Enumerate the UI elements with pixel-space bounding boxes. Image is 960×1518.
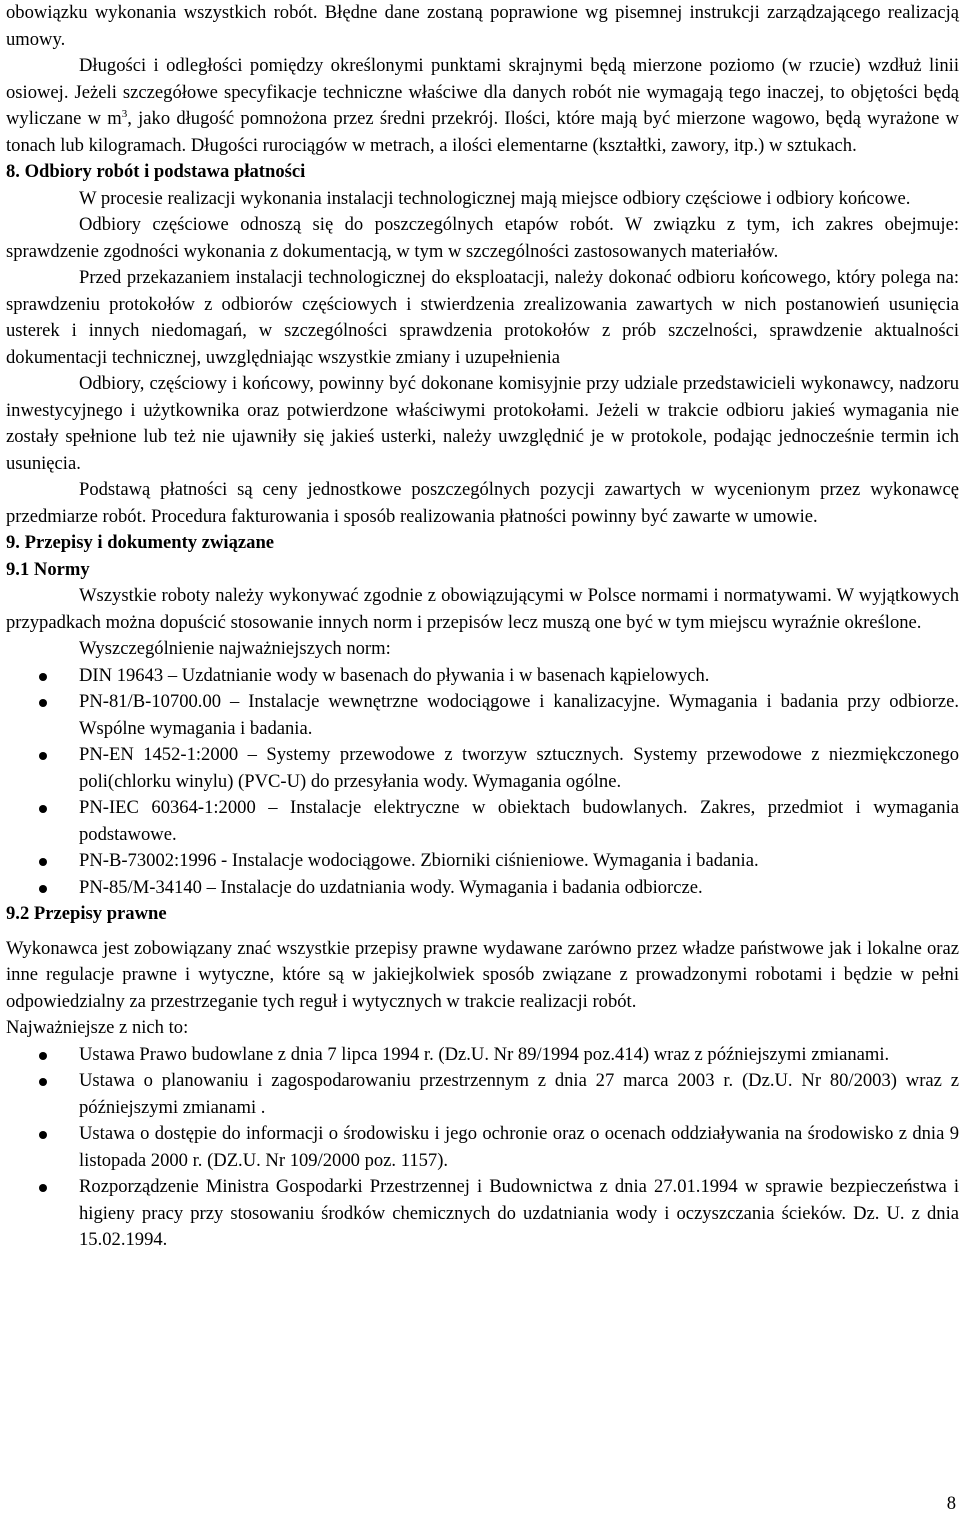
list-item: PN-B-73002:1996 - Instalacje wodociągowe. Zbiorniki ciśnieniowe. Wymagania i badania. bbox=[6, 848, 959, 875]
bullet-icon bbox=[39, 673, 47, 681]
bullet-icon bbox=[39, 1184, 47, 1192]
list-item: Ustawa Prawo budowlane z dnia 7 lipca 1994 r. (Dz.U. Nr 89/1994 poz.414) wraz z późniejszymi zmianami. bbox=[6, 1042, 959, 1069]
norms-list-intro: Wyszczególnienie najważniejszych norm: bbox=[79, 638, 391, 659]
list-item: PN-EN 1452-1:2000 – Systemy przewodowe z tworzyw sztucznych. Systemy przewodowe z niezmiękczonego poli(chlorku winylu) (PVC-U) do przesyłania wody. Wymagania ogólne. bbox=[6, 742, 959, 795]
list-item: DIN 19643 – Uzdatnianie wody w basenach do pływania i w basenach kąpielowych. bbox=[6, 663, 959, 690]
regulations-list-intro: Najważniejsze z nich to: bbox=[6, 1017, 189, 1038]
list-item: Rozporządzenie Ministra Gospodarki Przestrzennej i Budownictwa z dnia 27.01.1994 w sprawie bezpieczeństwa i higieny pracy przy stosowaniu środków chemicznych do uzdatniania wody i oczyszczania ścieków. Dz. U. z dnia 15.02.1994. bbox=[6, 1174, 959, 1254]
document-page bbox=[6, 0, 959, 1254]
section-9-1-heading: 9.1 Normy bbox=[6, 558, 90, 580]
section-8-paragraph: Odbiory, częściowy i końcowy, powinny być dokonane komisyjnie przy udziale przedstawicieli wykonawcy, nadzoru inwestycyjnego i użytkownika oraz potwierdzone właściwymi protokołami. Jeżeli w trakcie odbioru jakieś wymagania nie zostały spełnione lub też nie ujawniły się jakieś usterki, należy uwzględnić je w protokole, podając jednocześnie termin ich usunięcia. bbox=[6, 373, 959, 474]
section-8-paragraph: W procesie realizacji wykonania instalacji technologicznej mają miejsce odbiory częściowe i odbiory końcowe. bbox=[79, 187, 911, 209]
norms-list bbox=[6, 663, 959, 902]
list-item: PN-IEC 60364-1:2000 – Instalacje elektryczne w obiektach budowlanych. Zakres, przedmiot i wymagania podstawowe. bbox=[6, 795, 959, 848]
bullet-icon bbox=[39, 1052, 47, 1060]
list-item: PN-81/B-10700.00 – Instalacje wewnętrzne wodociągowe i kanalizacyjne. Wymagania i badania przy odbiorze. Wspólne wymagania i badania. bbox=[6, 689, 959, 742]
list-item: Ustawa o planowaniu i zagospodarowaniu przestrzennym z dnia 27 marca 2003 r. (Dz.U. Nr 80/2003) wraz z późniejszymi zmianami . bbox=[6, 1068, 959, 1121]
bullet-icon bbox=[39, 1078, 47, 1086]
intro-paragraph-1: obowiązku wykonania wszystkich robót. Błędne dane zostaną poprawione wg pisemnej instrukcji zarządzającego realizacją umowy. bbox=[6, 2, 959, 50]
page-number: 8 bbox=[946, 1493, 956, 1514]
bullet-icon bbox=[39, 752, 47, 760]
list-item: Ustawa o dostępie do informacji o środowisku i jego ochronie oraz o ocenach oddziaływania na środowisko z dnia 9 listopada 2000 r. (DZ.U. Nr 109/2000 poz. 1157). bbox=[6, 1121, 959, 1174]
regulations-paragraph: Wykonawca jest zobowiązany znać wszystkie przepisy prawne wydawane zarówno przez władze państwowe jak i lokalne oraz inne regulacje prawne i wytyczne, które są w jakiejkolwiek sposób związane z prowadzonymi robotami i będzie w pełni odpowiedzialny za przestrzeganie tych reguł i wytycznych w trakcie realizacji robót. bbox=[6, 937, 959, 1012]
norms-paragraph: Wszystkie roboty należy wykonywać zgodnie z obowiązującymi w Polsce normami i normatywami. W wyjątkowych przypadkach można dopuścić stosowanie innych norm i przepisów lecz muszą one być w tym miejscu wyraźnie określone. bbox=[6, 585, 959, 633]
bullet-icon bbox=[39, 1131, 47, 1139]
bullet-icon bbox=[39, 805, 47, 813]
section-8-paragraph: Przed przekazaniem instalacji technologicznej do eksploatacji, należy dokonać odbioru końcowego, który polega na: sprawdzeniu protokołów z odbiorów częściowych i stwierdzenia zrealizowania zawartych w nich postanowień usunięcia usterek i innych niedomagań, w szczególności sprawdzenia protokołów z prób szczelności, sprawdzenie aktualności dokumentacji technicznej, uwzględniając wszystkie zmiany i uzupełnienia bbox=[6, 267, 959, 368]
bullet-icon bbox=[39, 858, 47, 866]
bullet-icon bbox=[39, 885, 47, 893]
list-item: PN-85/M-34140 – Instalacje do uzdatniania wody. Wymagania i badania odbiorcze. bbox=[6, 875, 959, 902]
section-9-2-heading: 9.2 Przepisy prawne bbox=[6, 903, 167, 924]
section-9-heading: 9. Przepisy i dokumenty związane bbox=[6, 532, 275, 553]
superscript-3: 3 bbox=[121, 108, 128, 120]
spacer bbox=[6, 928, 959, 936]
section-8-paragraph: Odbiory częściowe odnoszą się do poszczególnych etapów robót. W związku z tym, ich zakres obejmuje: sprawdzenie zgodności wykonania z dokumentacją, w tym w szczególności zastosowanych materiałów. bbox=[6, 214, 959, 262]
section-8-heading: 8. Odbiory robót i podstawa płatności bbox=[6, 161, 306, 182]
intro-paragraph-2: Długości i odległości pomiędzy określonymi punktami skrajnymi będą mierzone poziomo (w rzucie) wzdłuż linii osiowej. Jeżeli szczegółowe specyfikacje techniczne właściwe dla danych robót nie wymagają tego inaczej, to objętości będą wyliczane w $m^3$, jako długość pomnożona przez średni przekrój. Ilości, które mają być mierzone wagowo, będą wyrażone w tonach lub kilogramach. Długości rurociągów w metrach, a ilości elementarne (kształtki, zawory, itp.) w sztukach. bbox=[6, 55, 959, 156]
regulations-list bbox=[6, 1042, 959, 1254]
bullet-icon bbox=[39, 699, 47, 707]
section-8-paragraph: Podstawą płatności są ceny jednostkowe poszczególnych pozycji zawartych w wycenionym przez wykonawcę przedmiarze robót. Procedura fakturowania i sposób realizowania płatności powinny być zawarte w umowie. bbox=[6, 479, 959, 527]
